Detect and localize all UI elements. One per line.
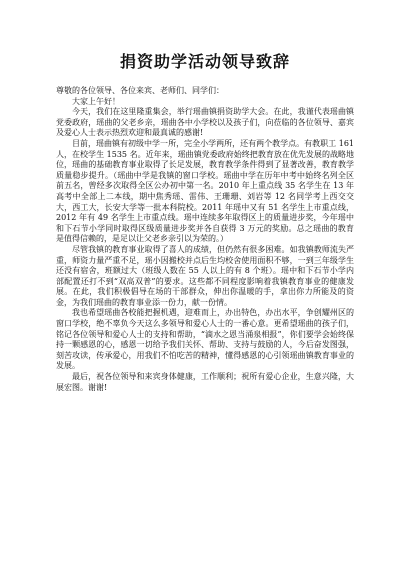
- paragraph-welcome: 今天，我们在这里隆重集会，举行瑶曲镇捐资助学大会。在此，我谨代表瑶曲镇党委政府，瑶曲的父老乡亲，瑶曲各中小学校以及孩子们，向莅临的各位领导、嘉宾及爱心人士表示热烈欢迎和最真诚的感谢!: [56, 107, 354, 138]
- document-body: [56, 86, 354, 393]
- paragraph-hopes: 我也希望瑶曲各校能把握机遇，迎难而上，办出特色，办出水平，争创耀州区的窗口学校，绝不辜负今天这么多领导和爱心人士的一番心意。更希望瑶曲的孩子们，铭记各位领导和爱心人士的支持和帮助，“滴水之恩当涌泉相报”，你们要学会始终保持一颗感恩的心，感恩一切给予我们关怀、帮助、支持与鼓励的人，今后奋发图强，刻苦攻读，传承爱心，用我们不怕吃苦的精神，懂得感恩的心引领瑶曲镇教育事业的发展。: [56, 308, 354, 371]
- greeting: 大家上午好！: [72, 96, 120, 106]
- document-title: 捐资助学活动领导致辞: [119, 52, 290, 71]
- paragraph-difficulties: 尽管我镇的教育事业取得了喜人的成绩，但仍然有很多困难。如我镇教师流失严重，师资力量严重不足，瑶小因搬校并点后生均校舍使用面积不够，一到三年级学生还没有宿舍，班额过大（班级人数在 55 人以上的有 8 个班）。瑶中和下石节小学内部配置还打不到“双高双普”的要求。这些都不同程度影响着我镇教育事业的健康发展。在此，我们积极倡导在场的干部群众，伸出你温暖的手，拿出你力所能及的资金，为我们瑶曲的教育事业添一份力，献一份情。: [56, 244, 354, 307]
- paragraph-closing: 最后，祝各位领导和来宾身体健康，工作顺利；祝所有爱心企业，生意兴隆，大展宏图。谢谢!: [56, 372, 354, 392]
- salutation: 尊敬的各位领导、各位来宾、老师们、同学们：: [56, 86, 224, 95]
- paragraph-overview: 目前，瑶曲镇有初级中学一所，完全小学两所，还有两个教学点。有教职工 161 人，在校学生 1535 名。近年来，瑶曲镇党委政府始终把教育放在优先发展的战略地位，瑶曲的基础教育事业取得了长足发展，教育教学条件得到了显著改善，教育教学质量稳步提升。（瑶曲中学是我镇的窗口学校。瑶曲中学在历年中考中始终名列全区前五名，曾经多次取得全区公办初中第一名。2010 年上重点线 35 名学生在 13 年高考中全部上二本线，期中焦秀瑶、雷伟、王珊珊、刘岩等 12 名同学考上西交交大，西工大，长安大学等一批本科院校。2011 年瑶中又有 51 名学生上市重点线，2012 年有 49 名学生上市重点线。瑶中连续多年取得区上的质量进步奖，今年瑶中和下石节小学同时取得区级质量进步奖并各自获得 3 万元的奖励。总之瑶曲的教育是值得信赖的，是足以让父老乡亲引以为荣的。）: [56, 138, 354, 244]
